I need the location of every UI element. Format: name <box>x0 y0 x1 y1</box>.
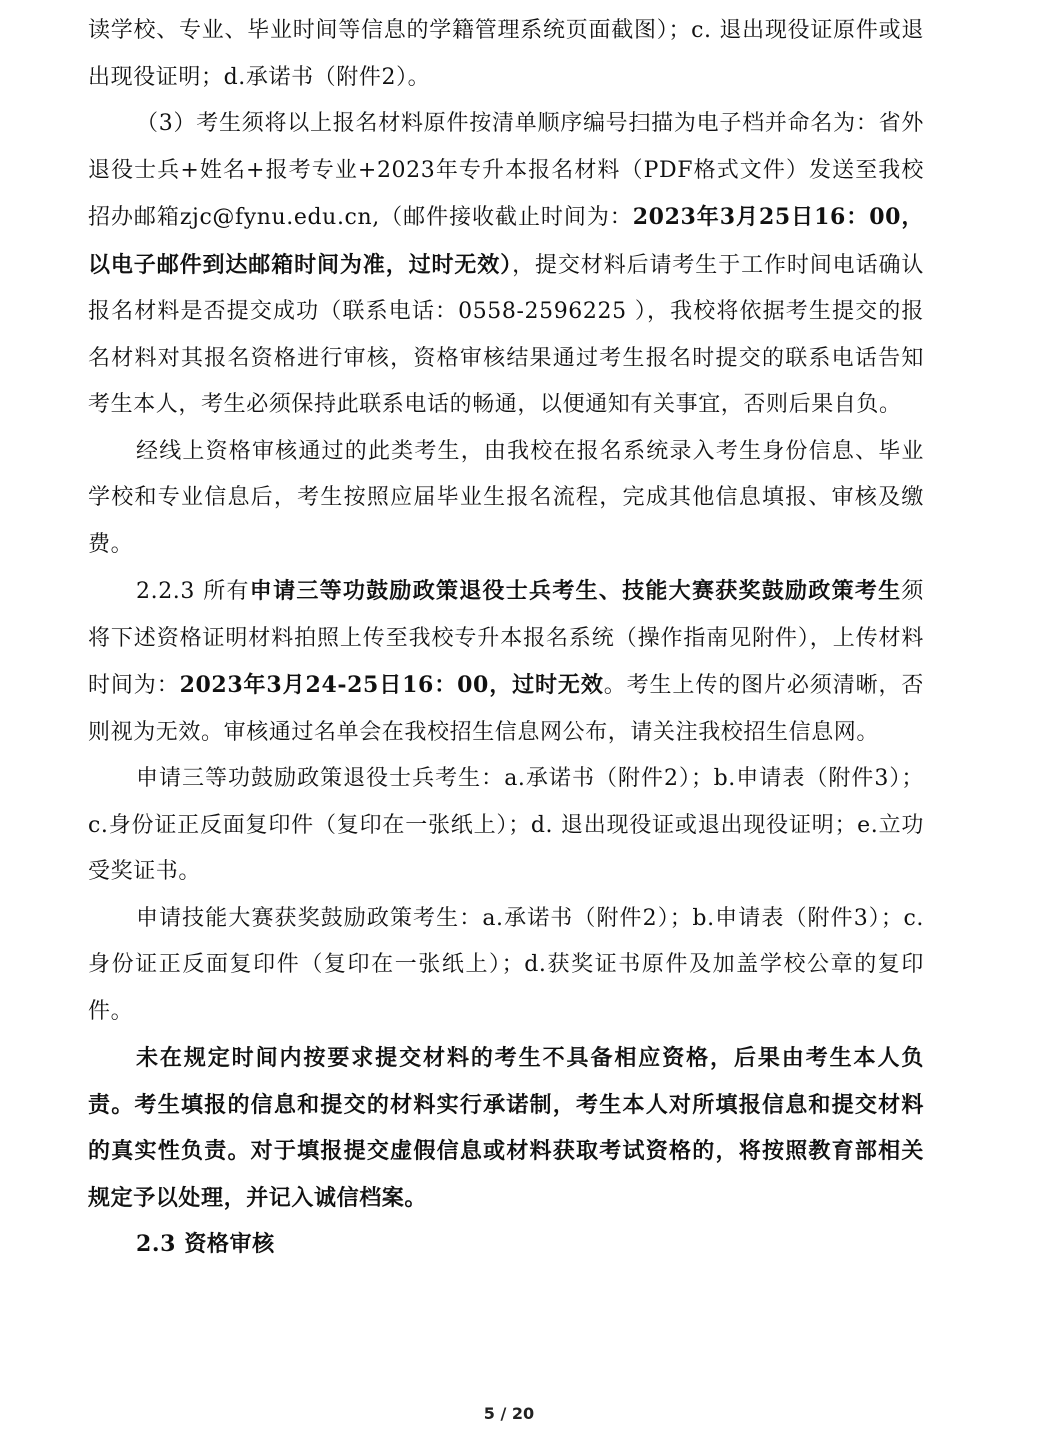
paragraph-veteran-materials <box>88 756 924 896</box>
paragraph-2-2-3 <box>88 568 924 756</box>
deadline-emphasis: 2023年3月25日16：00，以电子邮件到达邮箱时间为准，过时无效） <box>88 204 924 278</box>
applicant-category-emphasis: 申请三等功鼓励政策退役士兵考生、技能大赛获奖鼓励政策考生 <box>249 578 902 604</box>
section-heading-2-3 <box>88 1221 924 1269</box>
paragraph-responsibility-notice <box>88 1035 924 1221</box>
document-body <box>88 8 924 1269</box>
section-heading-text: 2.3 资格审核 <box>136 1231 275 1257</box>
paragraph-text: 读学校、专业、毕业时间等信息的学籍管理系统页面截图）；c. 退出现役证原件或退出现役证明；d.承诺书（附件2）。 <box>88 18 924 90</box>
paragraph-skills-contest-materials <box>88 896 924 1036</box>
paragraph-submission-instructions <box>88 101 924 429</box>
paragraph-text: 经线上资格审核通过的此类考生，由我校在报名系统录入考生身份信息、毕业学校和专业信息后，考生按照应届毕业生报名流程，完成其他信息填报、审核及缴费。 <box>88 438 924 557</box>
paragraph-text: 须将下述资格证明材料拍照上传至我校专升本报名系统（操作指南见附件），上传材料时间为： <box>88 579 924 698</box>
paragraph-online-review <box>88 429 924 569</box>
paragraph-text: （3）考生须将以上报名材料原件按清单顺序编号扫描为电子档并命名为：省外退役士兵+姓名+报考专业+2023年专升本报名材料（PDF格式文件）发送至我校招办邮箱zjc@fynu.edu.cn,（邮件接收截止时间为： <box>88 111 924 230</box>
paragraph-text: 未在规定时间内按要求提交材料的考生不具备相应资格，后果由考生本人负责。考生填报的信息和提交的材料实行承诺制，考生本人对所填报信息和提交材料的真实性负责。对于填报提交虚假信息或材料获取考试资格的，将按照教育部相关规定予以处理，并记入诚信档案。 <box>88 1045 924 1211</box>
paragraph-text: 。考生上传的图片必须清晰，否则视为无效。审核通过名单会在我校招生信息网公布，请关注我校招生信息网。 <box>88 673 924 745</box>
paragraph-text: ，提交材料后请考生于工作时间电话确认报名材料是否提交成功（联系电话：0558-2596225 ），我校将依据考生提交的报名材料对其报名资格进行审核，资格审核结果通过考生报名时提交的联系电话告知考生本人，考生必须保持此联系电话的畅通，以便通知有关事宜，否则后果自负。 <box>88 252 924 417</box>
page-indicator: 5 / 20 <box>483 1404 535 1423</box>
paragraph-continuation <box>88 8 924 101</box>
paragraph-text: 申请技能大赛获奖鼓励政策考生：a.承诺书（附件2）；b.申请表（附件3）；c. 身份证正反面复印件（复印在一张纸上）；d.获奖证书原件及加盖学校公章的复印件。 <box>88 905 924 1024</box>
upload-deadline-emphasis: 2023年3月24-25日16：00，过时无效 <box>179 672 604 698</box>
paragraph-text: 2.2.3 所有 <box>136 579 250 604</box>
paragraph-text: 申请三等功鼓励政策退役士兵考生：a.承诺书（附件2）；b.申请表（附件3）；c.身份证正反面复印件（复印在一张纸上）；d. 退出现役证或退出现役证明；e.立功受奖证书。 <box>88 766 924 884</box>
